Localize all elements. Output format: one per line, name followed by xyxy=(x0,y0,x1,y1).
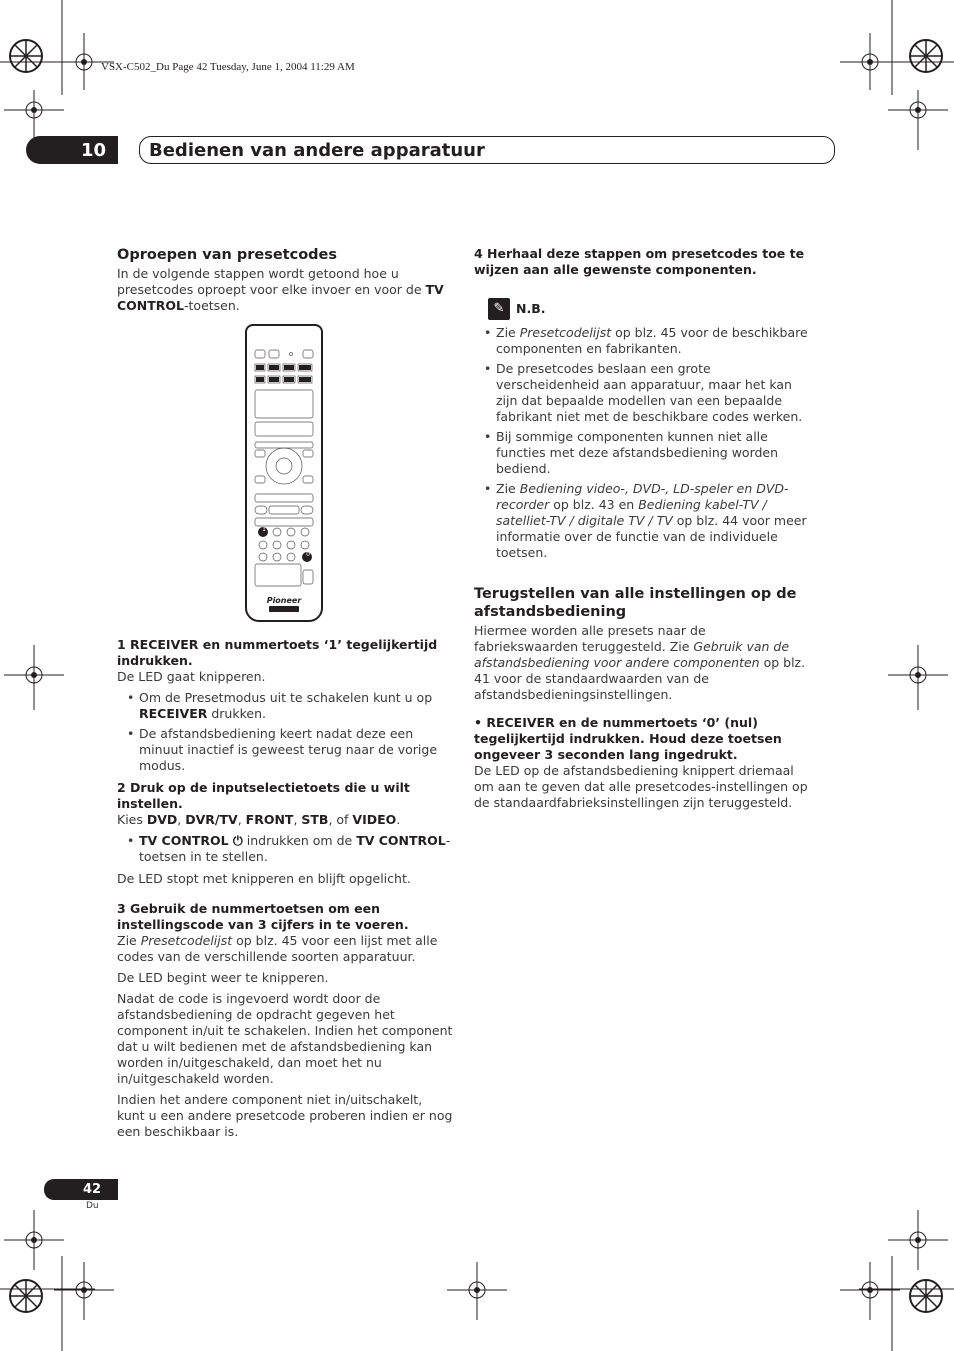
remote-key-1: 1 xyxy=(262,526,266,533)
section-heading: Terugstellen van alle instellingen op de afstandsbediening xyxy=(474,586,797,620)
step-3-text: Zie Presetcodelijst op blz. 45 voor een lijst met alle codes van de verschillende soorten apparatuur. xyxy=(117,933,438,964)
step-1: 1 RECEIVER en nummertoets ‘1’ tegelijkertijd indrukken. xyxy=(117,637,438,668)
step-3-paragraph: Indien het andere component niet in/uitschakelt, kunt u een andere presetcode proberen indien er nog een beschikbaar is. xyxy=(117,1092,453,1139)
chapter-title: Bedienen van andere apparatuur xyxy=(139,136,835,164)
step-2: 2 Druk op de inputselectietoets die u wilt instellen. xyxy=(117,780,410,811)
intro-text: In de volgende stappen wordt getoond hoe u presetcodes oproept voor elke invoer en voor de TV CONTROL-toetsen. xyxy=(117,266,444,313)
reset-text: De LED op de afstandsbediening knippert driemaal om aan te geven dat alle presetcodes-instellingen op de standaardfabrieksinstellingen zijn teruggesteld. xyxy=(474,763,808,810)
list-item: • TV CONTROL ⏻ indrukken om de TV CONTROL-toetsen in te stellen. xyxy=(139,833,453,865)
list-item: • De presetcodes beslaan een grote verscheidenheid aan apparatuur, maar het kan zijn dat bepaalde modellen van een bepaalde fabrikant niet met de beschikbare codes werken. xyxy=(496,361,810,425)
section-heading: Oproepen van presetcodes xyxy=(117,247,338,263)
right-column xyxy=(474,246,810,816)
step-3-paragraph: Nadat de code is ingevoerd wordt door de afstandsbediening de opdracht gegeven het component in/uit te schakelen. Indien het component dat u wilt bedienen met de afstandsbediening kan worden in/uitgeschakeld, dan moet het nu in/uitgeschakeld worden. xyxy=(117,991,453,1086)
list-item: • De afstandsbediening keert nadat deze een minuut inactief is geweest terug naar de vorige modus. xyxy=(139,726,453,774)
remote-buttons xyxy=(247,326,321,620)
page-number: 42 xyxy=(44,1179,118,1200)
step-1-text: De LED gaat knipperen. xyxy=(117,669,266,684)
step-4: 4 Herhaal deze stappen om presetcodes toe te wijzen aan alle gewenste componenten. xyxy=(474,246,805,277)
list-item: • Bij sommige componenten kunnen niet alle functies met deze afstandsbediening worden bediend. xyxy=(496,429,810,477)
list-item: • Zie Bediening video-, DVD-, LD-speler en DVD-recorder op blz. 43 en Bediening kabel-TV / satelliet-TV / digitale TV / TV op blz. 44 voor meer informatie over de functie van de individuele toetsen. xyxy=(496,481,810,561)
left-column-steps xyxy=(117,632,453,1145)
list-item: • Zie Presetcodelijst op blz. 45 voor de beschikbare componenten en fabrikanten. xyxy=(496,325,810,357)
pencil-icon: ✎ xyxy=(488,298,510,320)
step-3: 3 Gebruik de nummertoetsen om een instellingscode van 3 cijfers in te voeren. xyxy=(117,901,409,932)
reset-intro: Hiermee worden alle presets naar de fabriekswaarden teruggesteld. Zie Gebruik van de afstandsbediening voor andere componenten op blz. 41 voor de standaardwaarden van de afstandsbedieningsinstellingen. xyxy=(474,623,806,702)
step-2-after: De LED stopt met knipperen en blijft opgelicht. xyxy=(117,871,411,886)
remote-key-0: 0 xyxy=(306,551,310,558)
left-column xyxy=(117,246,453,319)
language-code: Du xyxy=(86,1201,99,1211)
remote-control-illustration xyxy=(245,324,323,622)
note-header xyxy=(488,298,810,320)
step-2-options: Kies DVD, DVR/TV, FRONT, STB, of VIDEO. xyxy=(117,812,401,827)
reset-step: • RECEIVER en de nummertoets ‘0’ (nul) tegelijkertijd indrukken. Houd deze toetsen ongeveer 3 seconden lang ingedrukt. xyxy=(474,715,782,762)
list-item: • Om de Presetmodus uit te schakelen kunt u op RECEIVER drukken. xyxy=(139,690,453,722)
note-label: N.B. xyxy=(516,301,546,316)
chapter-number: 10 xyxy=(26,136,118,164)
step-3-led: De LED begint weer te knipperen. xyxy=(117,970,329,985)
pioneer-logo: Pioneer xyxy=(266,596,302,605)
print-header: VSX-C502_Du Page 42 Tuesday, June 1, 2004 11:29 AM xyxy=(101,61,355,73)
